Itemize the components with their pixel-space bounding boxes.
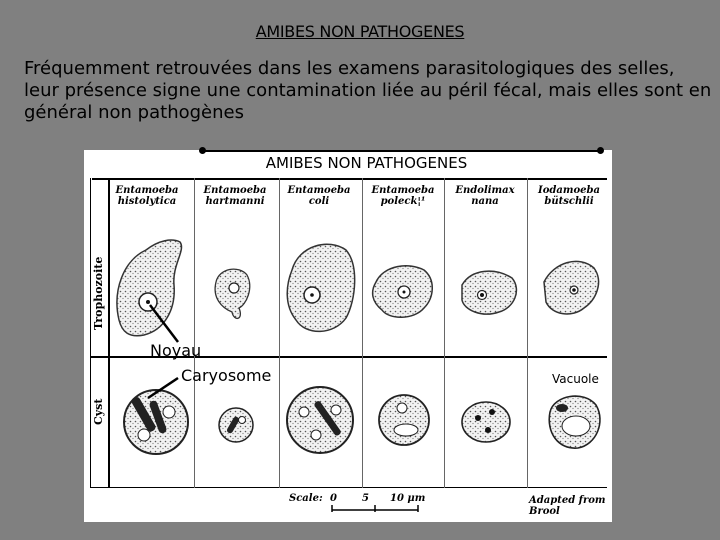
figure-header: AMIBES NON PATHOGENES <box>265 154 468 172</box>
annotation-noyau: Noyau <box>150 341 202 360</box>
row-label-cyst: Cyst <box>92 398 105 425</box>
col-header: Entamoeba coli <box>287 185 351 207</box>
intro-paragraph: Fréquemment retrouvées dans les examens parasitologiques des selles, leur présence signe une contamination liée au péril fécal, mais elles sont en général non pathogènes <box>24 58 712 123</box>
scale-tick-0: 0 <box>330 493 337 504</box>
figure-credit: Adapted from Brool <box>529 495 606 517</box>
annotation-caryosome: Caryosome <box>181 366 272 385</box>
col-header: Entamoeba hartmanni <box>203 185 267 207</box>
col-header: Entamoeba histolytica <box>115 185 179 207</box>
slide-title: AMIBES NON PATHOGENES <box>255 22 465 41</box>
row-label-trophozoite: Trophozoite <box>92 256 105 330</box>
scale-label: Scale: <box>289 493 323 504</box>
annotation-vacuole: Vacuole <box>552 372 599 386</box>
scale-tick-10: 10 μm <box>390 493 426 504</box>
col-header: Entamoeba poleck¦¹ <box>371 185 435 207</box>
scale-tick-5: 5 <box>362 493 369 504</box>
col-header: Endolimax nana <box>455 185 515 207</box>
col-header: Iodamoeba bütschlii <box>538 185 600 207</box>
